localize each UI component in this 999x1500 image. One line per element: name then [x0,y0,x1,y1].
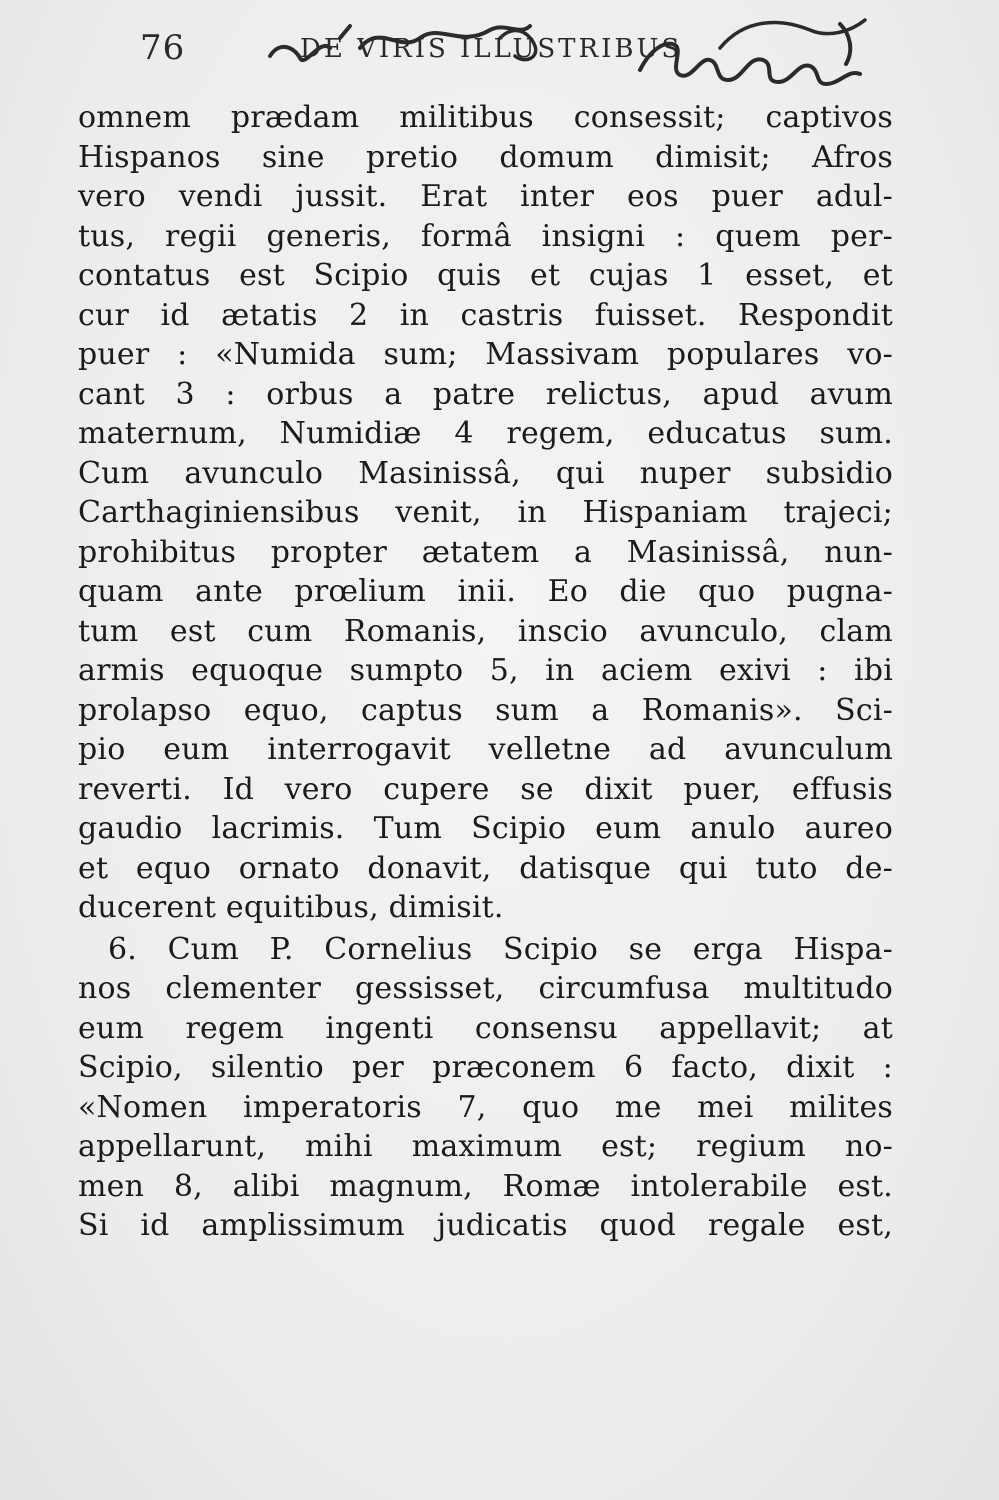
text-line: contatus est Scipio quis et cujas 1 esset, et [78,258,893,293]
paragraph-line: Si id amplissimum judicatis quod regale est, [78,1208,893,1243]
paragraph-line: nos clementer gessisset, circumfusa multitudo [78,971,893,1006]
text-line: quam ante prœlium inii. Eo die quo pugna- [78,574,893,609]
page-number: 76 [140,28,186,68]
text-line: gaudio lacrimis. Tum Scipio eum anulo aureo [78,811,893,846]
paragraph-line: appellarunt, mihi maximum est; regium no- [78,1129,893,1164]
text-line: armis equoque sumpto 5, in aciem exivi : ibi [78,653,893,688]
text-line: vero vendi jussit. Erat inter eos puer adul- [78,179,893,214]
text-line: tum est cum Romanis, inscio avunculo, clam [78,613,893,649]
text-line: cur id ætatis 2 in castris fuisset. Respondit [78,297,893,333]
paragraph-line: men 8, alibi magnum, Romæ intolerabile est. [78,1168,893,1204]
running-head [140,18,880,78]
text-line: Hispanos sine pretio domum dimisit; Afros [78,139,893,175]
paragraph-line: eum regem ingenti consensu appellavit; at [78,1010,893,1046]
text-line: maternum, Numidiæ 4 regem, educatus sum. [78,416,893,451]
paragraph-line: 6. Cum P. Cornelius Scipio se erga Hispa- [108,931,893,967]
body-text [78,98,893,1246]
text-line: cant 3 : orbus a patre relictus, apud avum [78,376,893,412]
text-line: ducerent equitibus, dimisit. [78,890,504,925]
text-line: Cum avunculo Masinissâ, qui nuper subsidio [78,455,893,491]
text-line: omnem prædam militibus consessit; captivos [78,100,893,135]
text-line: pio eum interrogavit velletne ad avunculum [78,732,893,767]
paragraph-line: Scipio, silentio per præconem 6 facto, dixit : [78,1050,893,1085]
text-line: et equo ornato donavit, datisque qui tuto de- [78,850,893,886]
text-line: reverti. Id vero cupere se dixit puer, effusis [78,771,893,807]
handwriting-scribble [200,18,880,88]
text-line: puer : «Numida sum; Massivam populares vo- [78,337,893,372]
paragraph-line: «Nomen imperatoris 7, quo me mei milites [78,1089,893,1125]
running-head-title: DE VIRIS ILLUSTRIBUS [300,34,683,64]
text-line: tus, regii generis, formâ insigni : quem per- [78,218,893,254]
text-line: prolapso equo, captus sum a Romanis». Sci- [78,692,893,728]
text-line: prohibitus propter ætatem a Masinissâ, nun- [78,534,893,570]
text-line: Carthaginiensibus venit, in Hispaniam trajeci; [78,495,893,530]
